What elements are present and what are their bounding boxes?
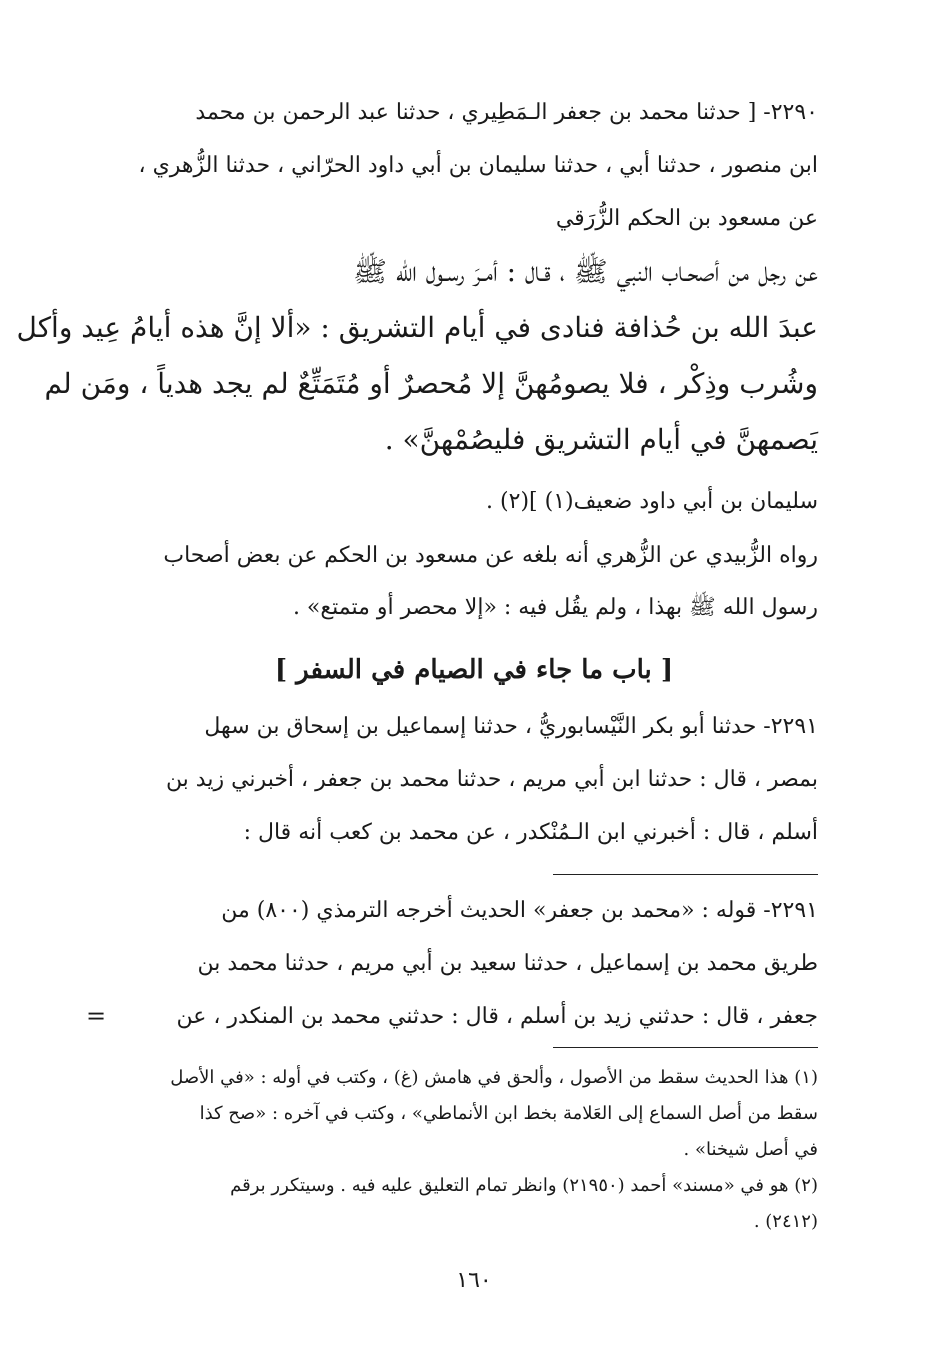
text-line: ٢٢٩١- حدثنا أبو بكر النَّيْسابوريُّ ، حدثنا إسماعيل بن إسحاق بن سهل [204,714,818,739]
riwaya-note [118,530,818,634]
text-line: ٢٢٩١- قوله : «محمد بن جعفر» الحديث أخرجه الترمذي (٨٠٠) من [221,898,818,923]
text-line: أسلم ، قال : أخبرني ابن الـمُنْكدر ، عن محمد بن كعب أنه قال : [243,820,818,845]
continuation-mark: = [86,1002,107,1030]
chapter-heading: [ باب ما جاء في الصيام في السفر ] [274,655,674,685]
text-line: سليمان بن أبي داود ضعيف(١) ](٢) . [486,489,818,514]
footnote-line: في أصل شيخنا» . [683,1139,818,1160]
footnote-line: (١) هذا الحديث سقط من الأصول ، وألحق في هامش (غ) ، وكتب في أوله : «في الأصل [170,1067,818,1088]
text-line: رواه الزُّبيدي عن الزُّهري أنه بلغه عن مسعود بن الحكم عن بعض أصحاب [163,543,818,568]
text-line: عن مسعود بن الحكم الزُّرَقي [555,206,818,231]
footnote-line: (٢) هو في «مسند» أحمد (٢١٩٥٠) وانظر تمام التعليق عليه فيه . وسيتكرر برقم [230,1175,818,1196]
text-line: يَصمهنَّ في أيام التشريق فليصُمْهنَّ» . [384,423,818,456]
commentary [118,884,818,1043]
footnote-line: سقط من أصل السماع إلى العَلامة بخط ابن الأنماطي» ، وكتب في آخره : «صح كذا [199,1103,818,1124]
page-number: ١٦٠ [456,1268,492,1293]
text-line: عن رجل من أصحـاب النبي ﷺ ، قـال : أمـرَ رسـول الله ﷺ [353,255,818,288]
narrator-note [118,478,818,526]
text-line: ابن منصور ، حدثنا أبي ، حدثنا سليمان بن أبي داود الحرّاني ، حدثنا الزُّهري ، [138,153,818,178]
divider [553,1047,818,1048]
divider [553,874,818,875]
text-line: رسول الله ﷺ بهذا ، ولم يقُل فيه : «إلا محصر أو متمتع» . [292,595,818,620]
text-line: بمصر ، قال : حدثنا ابن أبي مريم ، حدثنا محمد بن جعفر ، أخبرني زيد بن [165,767,818,792]
text-line: عبدَ الله بن حُذافة فنادى في أيام التشريق : «ألا إنَّ هذه أيامُ عِيد وأكل [16,311,818,344]
hadith-2291-chain [118,700,818,859]
footnote-line: (٢٤١٢) . [753,1211,818,1232]
footnotes [118,1060,818,1240]
hadith-2290-chain [118,86,818,245]
text-line: طريق محمد بن إسماعيل ، حدثنا سعيد بن أبي مريم ، حدثنا محمد بن [197,951,818,976]
hadith-2290-matn [16,244,818,468]
text-line: ٢٢٩٠- [ حدثنا محمد بن جعفر الـمَطِيري ، حدثنا عبد الرحمن بن محمد [195,100,818,125]
text-line: وشُرب وذِكْر ، فلا يصومُهنَّ إلا مُحصرٌ أو مُتَمَتِّعٌ لم يجد هدياً ، ومَن لم [44,367,818,400]
text-line: جعفر ، قال : حدثني زيد بن أسلم ، قال : حدثني محمد بن المنكدر ، عن [176,1004,818,1029]
